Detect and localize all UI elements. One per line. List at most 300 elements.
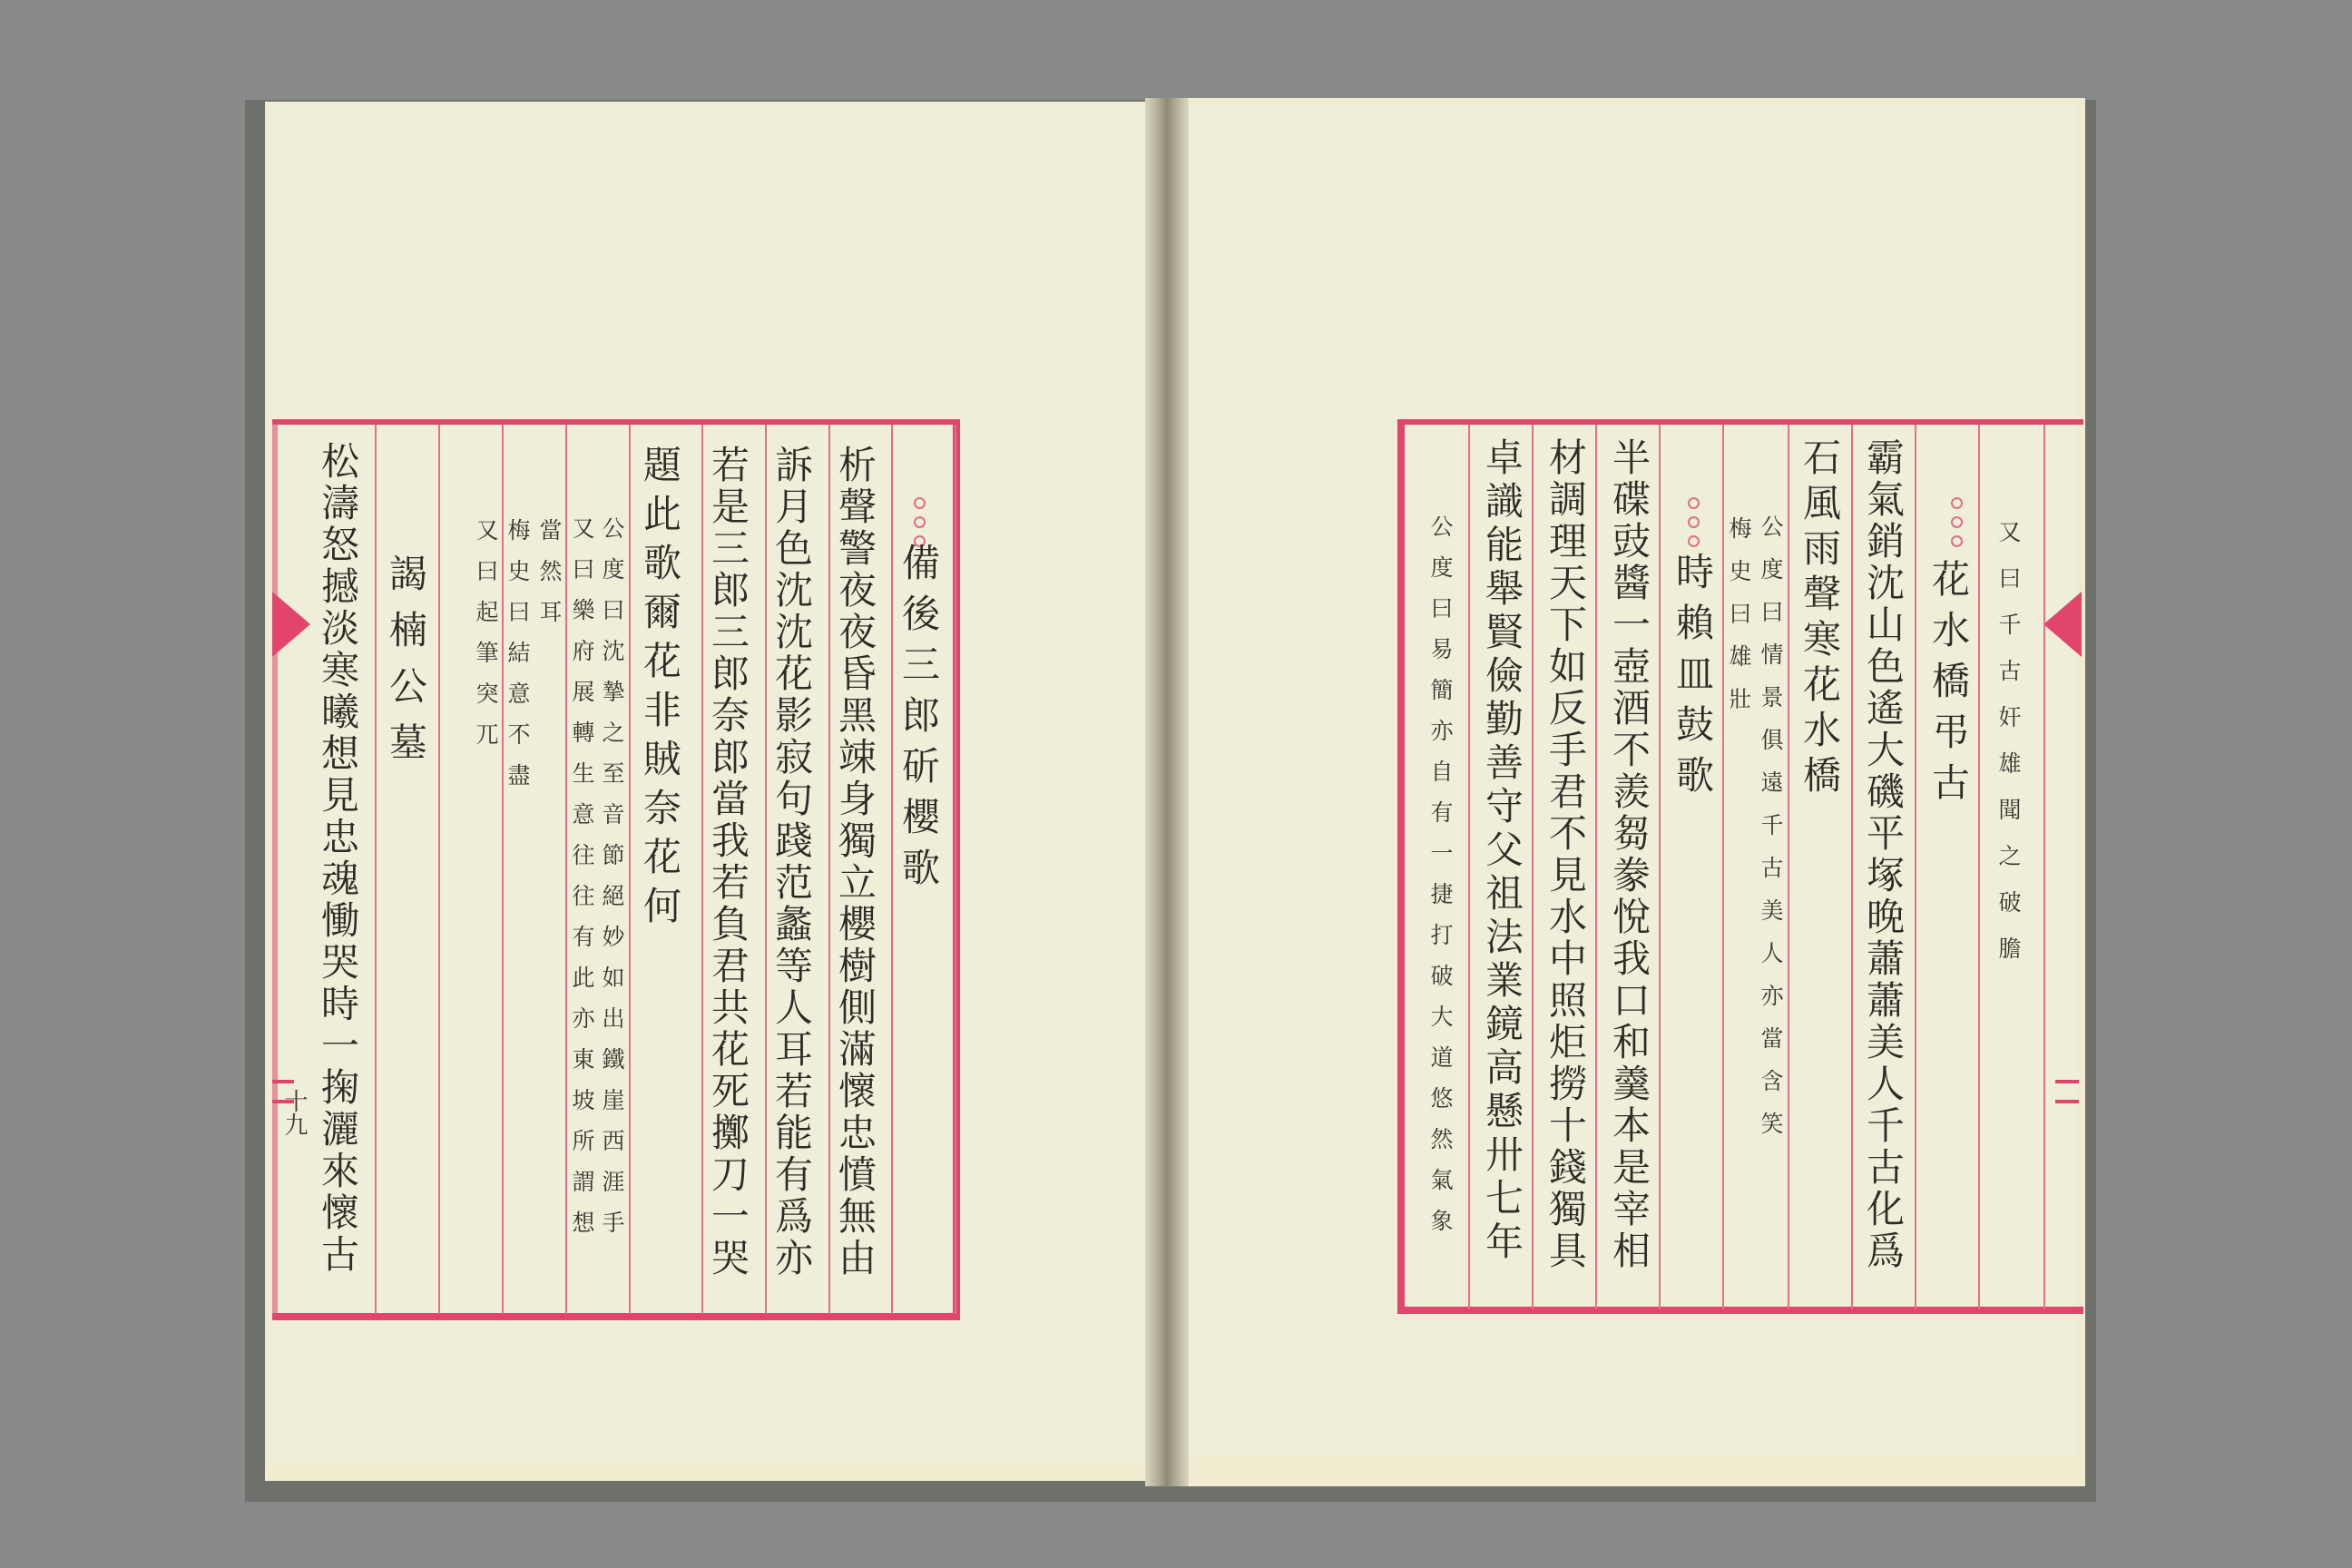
- character: 松: [320, 439, 359, 484]
- character: 訴: [774, 443, 813, 487]
- character: 亦: [1430, 718, 1454, 744]
- right-column-9: [1541, 436, 1595, 1273]
- character: 哭: [710, 1236, 750, 1280]
- character: 俱: [1760, 727, 1784, 753]
- character: 千: [1866, 1103, 1905, 1148]
- character: 賊: [642, 737, 681, 781]
- character: 水: [1931, 608, 1970, 652]
- left-column-2: [830, 443, 885, 1280]
- character: 一: [1430, 840, 1454, 867]
- character: 樂: [572, 597, 595, 623]
- character: 君: [710, 944, 750, 988]
- character: 之: [1998, 843, 2022, 869]
- character: 曦: [320, 690, 359, 734]
- character: 歌: [642, 541, 681, 585]
- character: 千: [1760, 812, 1784, 838]
- character: 來: [320, 1149, 359, 1193]
- character: 花: [642, 835, 681, 879]
- character: 郎: [901, 693, 940, 738]
- character: 奈: [710, 693, 750, 738]
- character: 花: [1931, 557, 1970, 602]
- character: 易: [1430, 636, 1454, 662]
- character: 不: [1612, 728, 1651, 772]
- character: 憤: [838, 1152, 877, 1197]
- character: 人: [1866, 1062, 1905, 1106]
- character: 古: [1931, 760, 1970, 805]
- character: 千: [1998, 612, 2022, 638]
- character: 警: [838, 526, 877, 571]
- character: 炬: [1548, 1020, 1587, 1064]
- character: 膽: [1998, 936, 2022, 962]
- character: 由: [838, 1236, 877, 1280]
- character: 亦: [774, 1236, 813, 1280]
- character: 蕭: [1866, 978, 1905, 1023]
- character: 大: [1866, 728, 1905, 772]
- character: 調: [1548, 477, 1587, 522]
- character: 謂: [572, 1169, 595, 1195]
- character: 雄: [1998, 750, 2022, 777]
- character: 獨: [838, 818, 877, 863]
- character: 石: [1802, 436, 1841, 480]
- character: 爾: [642, 590, 681, 634]
- character: 墓: [388, 720, 427, 765]
- character: 此: [572, 965, 595, 991]
- character: 含: [1760, 1068, 1784, 1094]
- right-column-6: [1724, 517, 1757, 710]
- character: 懸: [1485, 1089, 1524, 1133]
- character: 相: [1612, 1229, 1651, 1273]
- left-column-7: [567, 517, 600, 1234]
- character: 淡: [320, 606, 359, 651]
- character: 聞: [1998, 797, 2022, 823]
- character: 古: [320, 1232, 359, 1277]
- right-column-text: [1866, 436, 1905, 1273]
- character: 刀: [710, 1152, 750, 1197]
- right-emphasis-dots-2: [1688, 497, 1700, 547]
- character: 一: [710, 1194, 750, 1239]
- character: 七: [1485, 1176, 1524, 1220]
- character: 水: [1548, 895, 1587, 939]
- right-column-text: [1802, 436, 1841, 798]
- character: 摯: [602, 679, 625, 705]
- character: 夜: [838, 610, 877, 654]
- character: 擲: [710, 1111, 750, 1155]
- right-column-2: [1924, 557, 1978, 805]
- character: 花: [1802, 662, 1841, 707]
- left-column-10: [472, 519, 503, 746]
- character: 見: [1548, 853, 1587, 897]
- character: 羨: [1612, 769, 1651, 814]
- character: 羹: [1612, 1062, 1651, 1106]
- right-emphasis-dots-1: [1951, 497, 1963, 547]
- character: 郎: [710, 568, 750, 612]
- character: 當: [710, 777, 750, 821]
- character: 側: [838, 985, 877, 1030]
- character: 水: [1802, 708, 1841, 752]
- character: 梅: [507, 517, 531, 544]
- right-column-3: [1858, 436, 1913, 1273]
- character: 勤: [1485, 697, 1524, 741]
- right-column-text: [1430, 515, 1453, 1232]
- character: 是: [1612, 1145, 1651, 1190]
- character: 坡: [572, 1087, 595, 1113]
- character: 又: [475, 517, 499, 544]
- character: 結: [507, 640, 531, 666]
- character: 道: [1430, 1044, 1454, 1071]
- character: 出: [602, 1005, 625, 1032]
- character: 公: [1430, 514, 1454, 540]
- character: 古: [1760, 855, 1784, 881]
- character: 壯: [1729, 686, 1752, 712]
- character: 古: [1998, 658, 2022, 684]
- character: 奈: [642, 786, 681, 830]
- character: 景: [1760, 684, 1784, 710]
- character: 如: [602, 965, 625, 991]
- character: 何: [642, 884, 681, 928]
- right-column-text: [1485, 436, 1524, 1264]
- right-column-11: [1425, 515, 1459, 1232]
- character: 美: [1760, 897, 1784, 924]
- character: 范: [774, 860, 813, 905]
- character: 豉: [1612, 519, 1651, 564]
- character: 三: [901, 642, 940, 687]
- character: 我: [710, 818, 750, 863]
- character: 撼: [320, 564, 359, 609]
- character: 懷: [838, 1069, 877, 1113]
- character: 曰: [1760, 599, 1784, 625]
- character: 負: [710, 902, 750, 946]
- character: 公: [388, 664, 427, 709]
- character: 濤: [320, 481, 359, 525]
- character: 業: [1485, 958, 1524, 1003]
- character: 年: [1485, 1220, 1524, 1264]
- character: 歌: [1675, 753, 1714, 798]
- character: 碟: [1612, 477, 1651, 522]
- character: 有: [774, 1152, 813, 1197]
- character: 竦: [838, 735, 877, 779]
- character: 壺: [1612, 644, 1651, 689]
- left-column-text: [572, 517, 594, 1234]
- character: 霸: [1866, 436, 1905, 480]
- character: 東: [572, 1046, 595, 1073]
- character: 生: [572, 760, 595, 787]
- character: 身: [838, 777, 877, 821]
- character: 若: [710, 443, 750, 487]
- character: 耳: [539, 599, 563, 625]
- character: 悠: [1430, 1085, 1454, 1112]
- character: 一: [1612, 603, 1651, 647]
- character: 弔: [1931, 710, 1970, 754]
- right-column-1: [1992, 521, 2028, 960]
- character: 展: [572, 679, 595, 705]
- character: 能: [774, 1111, 813, 1155]
- character: 儉: [1485, 653, 1524, 698]
- left-column-text: [602, 517, 624, 1234]
- character: 半: [1612, 436, 1651, 480]
- left-column-5: [635, 443, 690, 928]
- character: 題: [642, 443, 681, 487]
- left-column-text: [901, 541, 940, 890]
- character: 鐵: [602, 1046, 625, 1073]
- character: 死: [710, 1069, 750, 1113]
- character: 楠: [388, 608, 427, 652]
- character: 不: [507, 721, 531, 748]
- character: 崖: [602, 1087, 625, 1113]
- character: 亦: [572, 1005, 595, 1032]
- character: 斫: [901, 744, 940, 789]
- character: 宰: [1612, 1187, 1651, 1231]
- character: 如: [1548, 644, 1587, 689]
- character: 風: [1802, 481, 1841, 525]
- character: 善: [1485, 740, 1524, 785]
- right-column-text: [1760, 515, 1783, 1135]
- character: 絕: [602, 883, 625, 909]
- character: 醬: [1612, 561, 1651, 605]
- character: 之: [602, 720, 625, 746]
- character: 本: [1612, 1103, 1651, 1148]
- character: 魂: [320, 857, 359, 901]
- right-column-text: [1998, 521, 2021, 960]
- character: 所: [572, 1128, 595, 1154]
- left-column-text: [475, 519, 498, 746]
- character: 櫻: [901, 795, 940, 839]
- character: 撈: [1548, 1062, 1587, 1106]
- character: 花: [774, 652, 813, 696]
- character: 花: [710, 1027, 750, 1072]
- left-emphasis-dots-1: [914, 497, 926, 547]
- character: 寒: [320, 648, 359, 692]
- character: 曰: [507, 599, 531, 625]
- character: 涯: [602, 1169, 625, 1195]
- left-column-4: [703, 443, 758, 1280]
- character: 踐: [774, 818, 813, 863]
- character: 古: [1866, 1145, 1905, 1190]
- character: 筆: [475, 640, 499, 666]
- character: 哭: [320, 940, 359, 985]
- character: 色: [1866, 644, 1905, 689]
- character: 有: [1430, 799, 1454, 826]
- character: 聲: [838, 485, 877, 529]
- character: 奸: [1998, 704, 2022, 730]
- character: 兀: [475, 721, 499, 748]
- left-column-6: [597, 517, 630, 1234]
- character: 氣: [1430, 1167, 1454, 1193]
- character: 意: [572, 801, 595, 828]
- character: 沈: [1866, 561, 1905, 605]
- character: 後: [901, 592, 940, 636]
- character: 舉: [1485, 566, 1524, 611]
- character: 梅: [1729, 515, 1752, 542]
- right-column-text: [1729, 517, 1751, 710]
- character: 人: [774, 985, 813, 1030]
- character: 塚: [1866, 853, 1905, 897]
- character: 芻: [1612, 811, 1651, 856]
- character: 賴: [1675, 601, 1714, 645]
- character: 中: [1548, 936, 1587, 981]
- character: 蕭: [1866, 936, 1905, 981]
- character: 鏡: [1485, 1002, 1524, 1046]
- character: 十: [1548, 1103, 1587, 1148]
- character: 皿: [1675, 652, 1714, 696]
- character: 句: [774, 777, 813, 821]
- character: 懷: [320, 1191, 359, 1235]
- character: 此: [642, 492, 681, 536]
- character: 音: [602, 801, 625, 828]
- character: 櫻: [838, 902, 877, 946]
- character: 郎: [710, 652, 750, 696]
- right-column-7: [1668, 550, 1722, 798]
- character: 沈: [774, 568, 813, 612]
- character: 亦: [1760, 983, 1784, 1009]
- character: 獨: [1548, 1187, 1587, 1231]
- character: 度: [602, 556, 625, 583]
- character: 當: [539, 517, 563, 544]
- character: 理: [1548, 519, 1587, 564]
- character: 曰: [1729, 601, 1752, 627]
- character: 起: [475, 599, 499, 625]
- character: 美: [1866, 1020, 1905, 1064]
- character: 妙: [602, 924, 625, 950]
- left-column-text: [539, 519, 562, 623]
- right-column-10: [1477, 436, 1532, 1264]
- character: 轉: [572, 720, 595, 746]
- character: 雨: [1802, 526, 1841, 571]
- character: 笑: [1760, 1111, 1784, 1137]
- character: 法: [1485, 915, 1524, 959]
- character: 有: [572, 924, 595, 950]
- character: 立: [838, 860, 877, 905]
- character: 象: [1430, 1208, 1454, 1234]
- character: 公: [1760, 514, 1784, 540]
- character: 影: [774, 693, 813, 738]
- character: 時: [1675, 550, 1714, 594]
- character: 曰: [572, 556, 595, 583]
- character: 析: [838, 443, 877, 487]
- character: 錢: [1548, 1145, 1587, 1190]
- character: 破: [1998, 889, 2022, 916]
- character: 歌: [901, 846, 940, 890]
- character: 一: [320, 1024, 359, 1068]
- character: 盡: [507, 762, 531, 789]
- character: 又: [1998, 519, 2022, 545]
- character: 若: [710, 860, 750, 905]
- character: 人: [1760, 940, 1784, 966]
- character: 父: [1485, 828, 1524, 872]
- character: 非: [642, 688, 681, 732]
- character: 照: [1548, 978, 1587, 1023]
- character: 慟: [320, 898, 359, 943]
- character: 曰: [475, 558, 499, 584]
- left-column-9: [504, 519, 534, 787]
- character: 寒: [1802, 617, 1841, 662]
- character: 爲: [1866, 1229, 1905, 1273]
- right-column-text: [1612, 436, 1651, 1273]
- character: 掬: [320, 1065, 359, 1110]
- character: 材: [1548, 436, 1587, 480]
- character: 共: [710, 985, 750, 1030]
- character: 蠡: [774, 902, 813, 946]
- character: 手: [1548, 728, 1587, 772]
- character: 具: [1548, 1229, 1587, 1273]
- character: 忠: [320, 815, 359, 859]
- character: 悅: [1612, 895, 1651, 939]
- character: 公: [602, 515, 625, 542]
- character: 卅: [1485, 1132, 1524, 1177]
- character: 山: [1866, 603, 1905, 647]
- character: 節: [602, 842, 625, 868]
- character: 守: [1485, 784, 1524, 828]
- character: 下: [1548, 603, 1587, 647]
- character: 備: [901, 541, 940, 585]
- right-column-text: [1675, 550, 1714, 798]
- character: 滿: [838, 1027, 877, 1072]
- character: 破: [1430, 963, 1454, 989]
- character: 黑: [838, 693, 877, 738]
- character: 捷: [1430, 881, 1454, 907]
- character: 卓: [1485, 436, 1524, 480]
- character: 度: [1760, 556, 1784, 583]
- character: 曰: [602, 597, 625, 623]
- character: 往: [572, 842, 595, 868]
- character: 史: [507, 558, 531, 584]
- character: 爲: [774, 1194, 813, 1239]
- character: 若: [774, 1069, 813, 1113]
- character: 我: [1612, 936, 1651, 981]
- character: 君: [1548, 769, 1587, 814]
- character: 化: [1866, 1187, 1905, 1231]
- right-column-text: [1931, 557, 1970, 805]
- left-column-8: [535, 519, 566, 623]
- character: 度: [1430, 554, 1454, 581]
- character: 月: [774, 485, 813, 529]
- character: 當: [1760, 1025, 1784, 1052]
- character: 自: [1430, 759, 1454, 785]
- character: 郎: [710, 735, 750, 779]
- left-column-11: [381, 552, 436, 765]
- character: 橋: [1931, 659, 1970, 703]
- character: 史: [1729, 558, 1752, 584]
- character: 然: [1430, 1126, 1454, 1152]
- character: 情: [1760, 642, 1784, 668]
- left-column-text: [710, 443, 750, 1280]
- character: 忠: [838, 1111, 877, 1155]
- character: 簡: [1430, 677, 1454, 703]
- character: 不: [1548, 811, 1587, 856]
- right-column-4: [1795, 436, 1849, 798]
- left-column-text: [774, 443, 813, 1280]
- character: 耳: [774, 1027, 813, 1072]
- character: 意: [507, 681, 531, 707]
- character: 聲: [1802, 572, 1841, 616]
- character: 沈: [774, 610, 813, 654]
- left-column-text: [838, 443, 877, 1280]
- character: 花: [642, 639, 681, 683]
- character: 曰: [1430, 595, 1454, 622]
- character: 遙: [1866, 686, 1905, 730]
- character: 色: [774, 526, 813, 571]
- right-column-5: [1756, 515, 1788, 1135]
- character: 府: [572, 638, 595, 664]
- character: 平: [1866, 811, 1905, 856]
- left-column-text: [507, 519, 530, 787]
- character: 能: [1485, 523, 1524, 567]
- character: 怒: [320, 523, 359, 567]
- character: 磯: [1866, 769, 1905, 814]
- left-column-3: [767, 443, 821, 1280]
- character: 遠: [1760, 769, 1784, 796]
- character: 突: [475, 681, 499, 707]
- character: 橋: [1802, 753, 1841, 798]
